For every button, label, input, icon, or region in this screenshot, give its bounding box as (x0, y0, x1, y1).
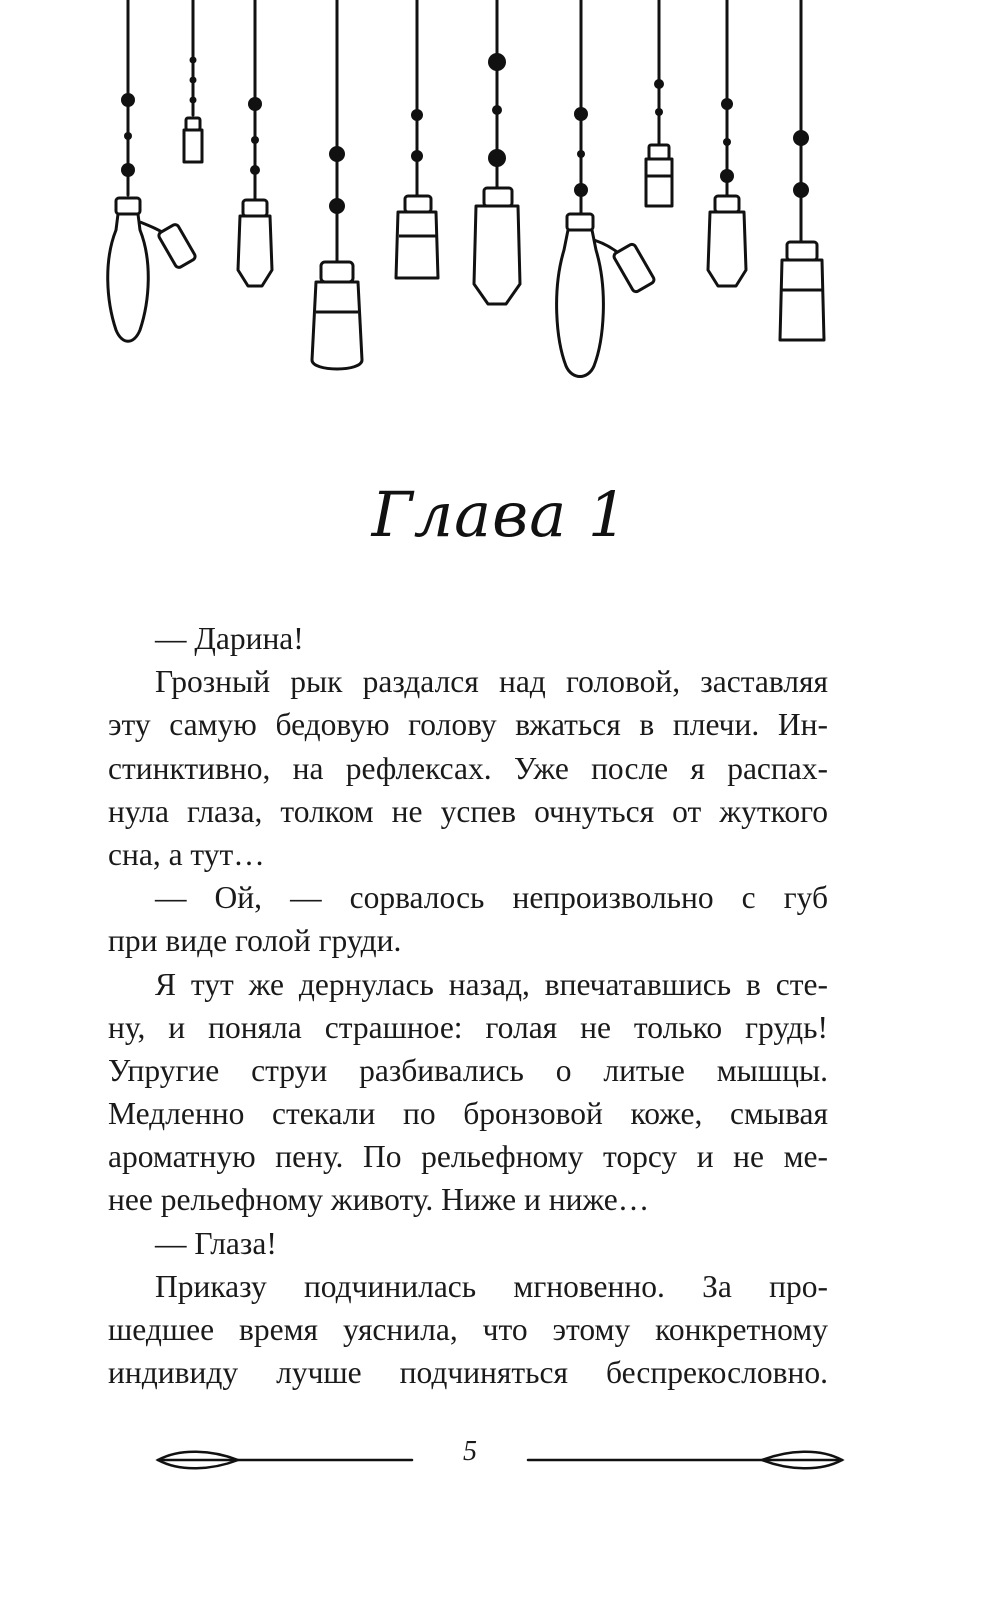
text-line: стинктивно, на рефлексах. Уже после я распах- (108, 750, 828, 786)
bottle-4 (312, 262, 362, 369)
text-line: шедшее время уяснила, что этому конкретному (108, 1312, 828, 1347)
text-line: Грозный рык раздался над головой, заставляя (155, 664, 828, 700)
page-number: 5 (463, 1436, 477, 1467)
text-line: Упругие струи разбивались о литые мышцы. (108, 1052, 828, 1088)
chapter-body (108, 617, 828, 1394)
text-line: — Глаза! (155, 1225, 277, 1261)
text-line: нее рельефному животу. Ниже и ниже… (108, 1182, 650, 1218)
text-line: Приказу подчинилась мгновенно. За про- (155, 1268, 828, 1304)
hanging-bottles-ornament (0, 0, 1000, 420)
bottle-10 (780, 242, 824, 340)
text-line: ну, и поняла страшное: голая не только грудь! (108, 1009, 828, 1045)
text-line: Я тут же дернулась назад, впечатавшись в сте- (155, 966, 828, 1002)
text-line: ароматную пену. По рельефному торсу и не ме- (108, 1139, 828, 1175)
text-line: — Дарина! (155, 621, 304, 656)
text-line: индивиду лучше подчиняться беспрекословно. (108, 1355, 828, 1391)
bead-group (121, 53, 809, 214)
text-line: нула глаза, толком не успев очнуться от жуткого (108, 793, 828, 829)
bottle-7 (557, 214, 656, 377)
text-line: сна, а тут… (108, 836, 265, 872)
bottle-2 (184, 118, 202, 162)
bottle-5 (396, 196, 438, 278)
bottle-8 (646, 145, 672, 206)
bottle-3 (238, 200, 272, 286)
bottle-6 (474, 188, 520, 304)
bottle-1 (108, 198, 197, 341)
footer-flourish (0, 1436, 1000, 1496)
chapter-title: Глава 1 (371, 478, 629, 551)
text-line: при виде голой груди. (108, 923, 402, 959)
text-line: Медленно стекали по бронзовой коже, смывая (108, 1096, 828, 1132)
text-line: — Ой, — сорвалось непроизвольно с губ (155, 880, 828, 916)
text-line: эту самую бедовую голову вжаться в плечи. Ин- (108, 707, 828, 743)
bottle-9 (708, 196, 746, 286)
